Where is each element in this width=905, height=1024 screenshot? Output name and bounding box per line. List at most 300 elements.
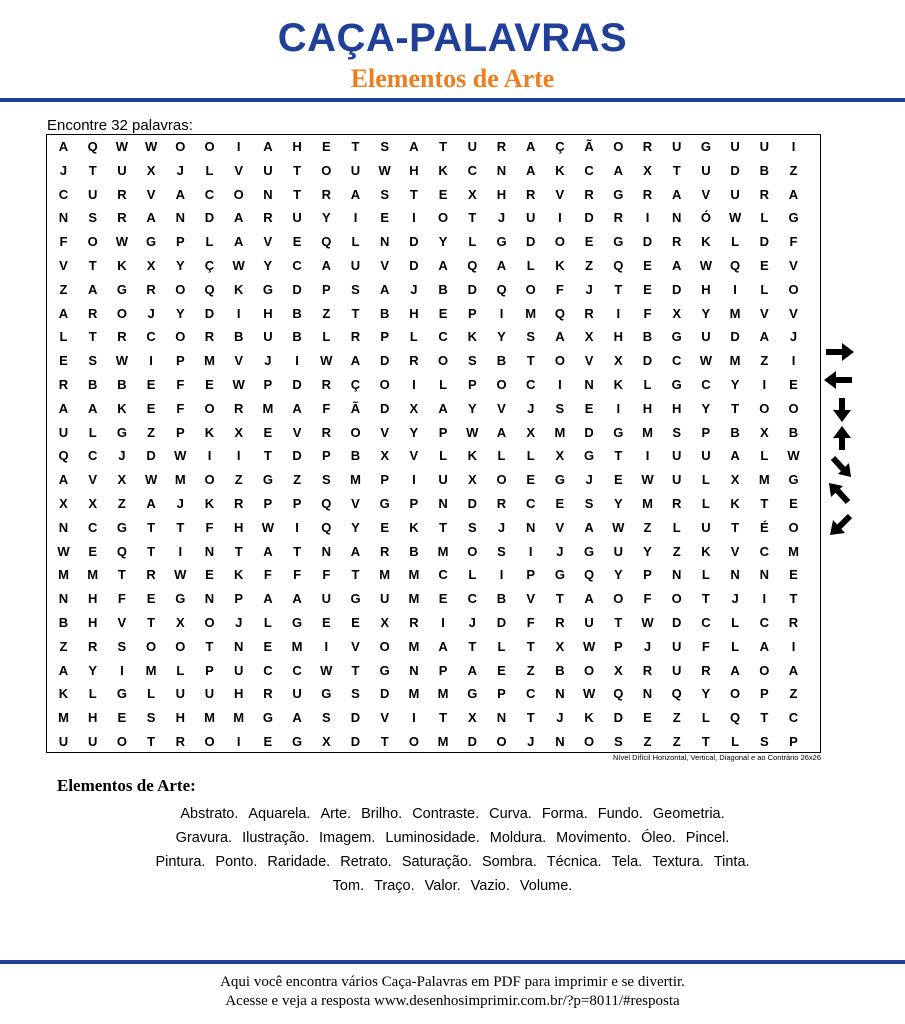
grid-letter[interactable]: D [146, 448, 156, 464]
grid-letter[interactable]: T [351, 662, 360, 678]
grid-letter[interactable]: Z [585, 258, 594, 273]
grid-letter[interactable]: Q [613, 258, 624, 273]
grid-letter[interactable]: E [584, 234, 594, 250]
grid-letter[interactable]: M [437, 543, 449, 559]
grid-letter[interactable]: U [292, 686, 302, 702]
grid-letter[interactable]: T [614, 615, 623, 630]
grid-letter[interactable]: E [789, 567, 798, 583]
grid-letter[interactable]: J [118, 448, 126, 464]
grid-letter[interactable]: X [730, 472, 740, 488]
grid-letter[interactable]: U [671, 472, 682, 488]
grid-letter[interactable]: P [263, 496, 273, 511]
grid-letter[interactable]: E [292, 234, 302, 250]
grid-letter[interactable]: S [380, 139, 390, 154]
grid-letter[interactable]: K [467, 329, 477, 345]
grid-letter[interactable]: W [115, 139, 129, 154]
grid-letter[interactable]: A [584, 519, 594, 535]
grid-letter[interactable]: Z [322, 305, 331, 321]
grid-letter[interactable]: B [730, 424, 740, 440]
grid-letter[interactable]: V [117, 615, 127, 630]
grid-letter[interactable]: N [233, 638, 244, 654]
grid-letter[interactable]: G [116, 686, 127, 702]
grid-letter[interactable]: Y [175, 258, 185, 273]
grid-letter[interactable]: V [526, 591, 536, 607]
grid-letter[interactable]: W [232, 258, 245, 273]
grid-letter[interactable]: I [412, 710, 416, 726]
grid-letter[interactable]: X [321, 734, 331, 749]
grid-letter[interactable]: R [58, 377, 69, 392]
grid-letter[interactable]: U [87, 734, 98, 749]
grid-letter[interactable]: W [174, 448, 187, 464]
grid-letter[interactable]: R [642, 662, 653, 678]
grid-letter[interactable]: E [438, 305, 448, 321]
grid-letter[interactable]: X [672, 305, 682, 321]
grid-letter[interactable]: Z [234, 472, 243, 488]
grid-letter[interactable]: M [350, 472, 361, 488]
grid-letter[interactable]: Z [117, 496, 126, 511]
grid-letter[interactable]: U [730, 186, 740, 202]
grid-letter[interactable]: I [499, 567, 504, 583]
grid-letter[interactable]: C [87, 448, 98, 464]
grid-letter[interactable]: I [558, 210, 562, 226]
grid-letter[interactable]: Z [643, 734, 652, 749]
grid-letter[interactable]: J [585, 472, 593, 488]
grid-letter[interactable]: D [467, 496, 477, 511]
grid-letter[interactable]: J [497, 519, 506, 535]
grid-letter[interactable]: K [701, 234, 711, 250]
grid-letter[interactable]: K [438, 162, 448, 178]
grid-letter[interactable]: W [144, 139, 158, 154]
grid-letter[interactable]: F [643, 305, 652, 321]
grid-letter[interactable]: Y [701, 400, 711, 416]
grid-letter[interactable]: Y [467, 400, 477, 416]
grid-letter[interactable]: C [263, 662, 273, 678]
grid-letter[interactable]: R [233, 400, 244, 416]
grid-letter[interactable]: L [526, 448, 535, 464]
grid-letter[interactable]: U [671, 638, 682, 654]
grid-letter[interactable]: L [439, 377, 448, 392]
grid-letter[interactable]: B [409, 543, 419, 559]
grid-letter[interactable]: P [292, 496, 302, 511]
grid-letter[interactable]: T [293, 162, 302, 178]
grid-letter[interactable]: E [584, 400, 594, 416]
grid-letter[interactable]: Y [613, 496, 623, 511]
grid-letter[interactable]: U [233, 662, 244, 678]
grid-letter[interactable]: T [468, 210, 477, 226]
grid-letter[interactable]: I [295, 519, 299, 535]
grid-letter[interactable]: U [58, 424, 69, 440]
grid-letter[interactable]: C [467, 162, 477, 178]
grid-letter[interactable]: U [263, 329, 273, 345]
grid-letter[interactable]: E [59, 353, 68, 369]
grid-letter[interactable]: H [87, 615, 98, 630]
grid-letter[interactable]: V [263, 234, 273, 250]
grid-letter[interactable]: A [58, 400, 69, 416]
grid-letter[interactable]: X [380, 448, 390, 464]
grid-letter[interactable]: G [700, 139, 711, 154]
grid-letter[interactable]: A [730, 448, 740, 464]
grid-letter[interactable]: Q [87, 139, 98, 154]
grid-letter[interactable]: C [671, 353, 682, 369]
grid-letter[interactable]: V [497, 400, 506, 416]
grid-letter[interactable]: Q [116, 543, 127, 559]
grid-letter[interactable]: R [263, 686, 273, 702]
grid-letter[interactable]: V [351, 496, 360, 511]
grid-letter[interactable]: O [438, 210, 449, 226]
grid-letter[interactable]: A [438, 638, 448, 654]
grid-letter[interactable]: V [409, 448, 419, 464]
grid-letter[interactable]: R [584, 186, 594, 202]
grid-letter[interactable]: N [584, 377, 594, 392]
grid-letter[interactable]: I [149, 353, 153, 369]
grid-letter[interactable]: R [146, 567, 156, 583]
grid-letter[interactable]: U [379, 591, 390, 607]
grid-letter[interactable]: L [497, 448, 506, 464]
grid-letter[interactable]: V [380, 424, 390, 440]
grid-letter[interactable]: N [379, 234, 390, 250]
grid-letter[interactable]: S [88, 353, 98, 369]
grid-letter[interactable]: L [147, 686, 156, 702]
grid-letter[interactable]: A [87, 281, 98, 297]
grid-letter[interactable]: M [642, 424, 653, 440]
grid-letter[interactable]: O [467, 543, 478, 559]
grid-letter[interactable]: N [58, 591, 69, 607]
grid-letter[interactable]: E [263, 734, 273, 749]
grid-letter[interactable]: B [117, 377, 127, 392]
grid-letter[interactable]: G [262, 281, 273, 297]
grid-letter[interactable]: P [409, 496, 419, 511]
grid-letter[interactable]: O [496, 472, 507, 488]
grid-letter[interactable]: É [759, 519, 769, 535]
grid-letter[interactable]: G [788, 210, 799, 226]
grid-letter[interactable]: O [788, 281, 799, 297]
grid-letter[interactable]: T [293, 186, 302, 202]
grid-letter[interactable]: I [178, 543, 183, 559]
grid-letter[interactable]: Y [263, 258, 273, 273]
grid-letter[interactable]: B [438, 281, 448, 297]
grid-letter[interactable]: I [733, 281, 737, 297]
grid-letter[interactable]: M [408, 638, 420, 654]
grid-letter[interactable]: G [262, 472, 273, 488]
grid-letter[interactable]: A [759, 638, 769, 654]
grid-letter[interactable]: A [555, 329, 565, 345]
grid-letter[interactable]: G [554, 472, 565, 488]
grid-letter[interactable]: M [642, 496, 653, 511]
grid-letter[interactable]: G [379, 496, 390, 511]
grid-letter[interactable]: F [643, 591, 652, 607]
grid-letter[interactable]: D [496, 615, 507, 630]
grid-letter[interactable]: U [350, 162, 361, 178]
grid-letter[interactable]: Y [321, 210, 331, 226]
grid-letter[interactable]: S [321, 472, 331, 488]
grid-letter[interactable]: G [613, 186, 624, 202]
grid-letter[interactable]: O [379, 638, 390, 654]
grid-letter[interactable]: B [788, 424, 799, 440]
grid-letter[interactable]: W [174, 567, 187, 583]
grid-letter[interactable]: E [380, 519, 390, 535]
grid-letter[interactable]: D [584, 210, 594, 226]
grid-letter[interactable]: Q [321, 519, 332, 535]
grid-letter[interactable]: Q [321, 496, 332, 511]
grid-letter[interactable]: F [59, 234, 68, 250]
grid-letter[interactable]: P [438, 424, 448, 440]
grid-letter[interactable]: L [263, 615, 272, 630]
grid-letter[interactable]: N [438, 496, 448, 511]
grid-letter[interactable]: T [409, 186, 418, 202]
grid-letter[interactable]: X [555, 448, 565, 464]
grid-letter[interactable]: U [87, 186, 98, 202]
grid-letter[interactable]: T [614, 448, 623, 464]
grid-letter[interactable]: G [613, 234, 624, 250]
grid-letter[interactable]: B [496, 591, 507, 607]
grid-letter[interactable]: L [701, 472, 710, 488]
grid-letter[interactable]: T [147, 615, 156, 630]
grid-letter[interactable]: I [324, 638, 329, 654]
grid-letter[interactable]: J [147, 305, 155, 321]
grid-letter[interactable]: N [642, 686, 653, 702]
grid-letter[interactable]: D [467, 734, 477, 749]
grid-letter[interactable]: T [176, 519, 185, 535]
grid-letter[interactable]: F [526, 615, 535, 630]
grid-letter[interactable]: V [759, 305, 769, 321]
grid-letter[interactable]: D [409, 258, 419, 273]
grid-letter[interactable]: P [643, 567, 652, 583]
grid-letter[interactable]: R [321, 424, 331, 440]
grid-letter[interactable]: E [321, 615, 331, 630]
grid-letter[interactable]: L [88, 686, 97, 702]
grid-letter[interactable]: O [554, 353, 565, 369]
grid-letter[interactable]: H [671, 400, 682, 416]
grid-letter[interactable]: E [146, 400, 156, 416]
grid-letter[interactable]: Q [204, 281, 215, 297]
grid-letter[interactable]: U [58, 734, 69, 749]
grid-letter[interactable]: G [146, 234, 157, 250]
grid-letter[interactable]: D [204, 210, 215, 226]
grid-letter[interactable]: R [117, 210, 127, 226]
grid-letter[interactable]: B [759, 162, 769, 178]
grid-letter[interactable]: O [496, 377, 507, 392]
grid-letter[interactable]: X [467, 186, 477, 202]
grid-letter[interactable]: P [380, 472, 390, 488]
grid-letter[interactable]: V [146, 186, 156, 202]
grid-letter[interactable]: B [555, 662, 565, 678]
grid-letter[interactable]: O [788, 519, 799, 535]
grid-letter[interactable]: A [263, 543, 273, 559]
grid-letter[interactable]: A [292, 400, 302, 416]
grid-letter[interactable]: N [555, 686, 565, 702]
grid-letter[interactable]: Z [526, 662, 535, 678]
grid-letter[interactable]: E [643, 281, 652, 297]
grid-letter[interactable]: R [263, 210, 273, 226]
grid-letter[interactable]: W [699, 258, 713, 273]
grid-letter[interactable]: R [87, 305, 98, 321]
grid-letter[interactable]: C [525, 496, 536, 511]
grid-letter[interactable]: E [555, 496, 565, 511]
grid-letter[interactable]: D [379, 353, 390, 369]
grid-letter[interactable]: P [234, 591, 244, 607]
grid-letter[interactable]: H [175, 710, 185, 726]
grid-letter[interactable]: S [351, 686, 360, 702]
grid-letter[interactable]: O [554, 234, 565, 250]
grid-letter[interactable]: I [645, 448, 650, 464]
grid-letter[interactable]: T [760, 710, 769, 726]
grid-letter[interactable]: X [117, 472, 127, 488]
grid-letter[interactable]: M [437, 734, 449, 749]
grid-letter[interactable]: W [115, 353, 129, 369]
grid-letter[interactable]: Z [643, 519, 652, 535]
grid-letter[interactable]: O [613, 591, 624, 607]
grid-letter[interactable]: O [730, 686, 741, 702]
grid-letter[interactable]: J [556, 543, 564, 559]
grid-letter[interactable]: E [351, 615, 360, 630]
grid-letter[interactable]: Q [321, 234, 332, 250]
grid-letter[interactable]: F [789, 234, 798, 250]
grid-letter[interactable]: Y [701, 686, 711, 702]
grid-letter[interactable]: R [671, 234, 682, 250]
grid-letter[interactable]: A [350, 353, 361, 369]
grid-letter[interactable]: N [671, 567, 682, 583]
grid-letter[interactable]: M [758, 472, 770, 488]
grid-letter[interactable]: K [58, 686, 69, 702]
grid-letter[interactable]: S [759, 734, 769, 749]
grid-letter[interactable]: T [672, 162, 681, 178]
grid-letter[interactable]: G [467, 686, 478, 702]
grid-letter[interactable]: H [292, 139, 302, 154]
grid-letter[interactable]: W [144, 472, 158, 488]
grid-letter[interactable]: D [292, 377, 302, 392]
grid-letter[interactable]: U [321, 591, 331, 607]
grid-letter[interactable]: A [350, 186, 361, 202]
grid-letter[interactable]: Q [730, 258, 741, 273]
grid-letter[interactable]: R [117, 186, 127, 202]
grid-letter[interactable]: R [87, 638, 98, 654]
grid-letter[interactable]: P [613, 638, 623, 654]
grid-letter[interactable]: E [205, 567, 214, 583]
grid-letter[interactable]: X [467, 710, 477, 726]
grid-letter[interactable]: N [759, 567, 769, 583]
grid-letter[interactable]: F [176, 400, 185, 416]
grid-letter[interactable]: J [556, 710, 564, 726]
grid-letter[interactable]: T [789, 591, 798, 607]
grid-letter[interactable]: A [409, 139, 419, 154]
grid-letter[interactable]: O [204, 734, 215, 749]
grid-letter[interactable]: V [59, 258, 68, 273]
grid-letter[interactable]: P [438, 662, 448, 678]
grid-letter[interactable]: G [116, 424, 127, 440]
grid-letter[interactable]: M [408, 686, 420, 702]
grid-letter[interactable]: Q [671, 686, 682, 702]
grid-letter[interactable]: V [234, 353, 244, 369]
grid-letter[interactable]: R [496, 139, 507, 154]
grid-letter[interactable]: H [233, 519, 244, 535]
grid-letter[interactable]: X [88, 496, 98, 511]
grid-letter[interactable]: J [585, 281, 593, 297]
grid-letter[interactable]: P [526, 567, 536, 583]
grid-letter[interactable]: R [117, 329, 127, 345]
grid-letter[interactable]: H [409, 162, 419, 178]
grid-letter[interactable]: H [496, 186, 507, 202]
grid-letter[interactable]: W [699, 353, 713, 369]
grid-letter[interactable]: G [671, 329, 682, 345]
grid-letter[interactable]: D [671, 281, 682, 297]
grid-letter[interactable]: W [641, 615, 654, 630]
grid-letter[interactable]: F [322, 400, 331, 416]
grid-letter[interactable]: X [613, 353, 623, 369]
grid-letter[interactable]: W [261, 519, 275, 535]
grid-letter[interactable]: N [496, 162, 507, 178]
grid-letter[interactable]: U [730, 139, 740, 154]
grid-letter[interactable]: M [554, 424, 566, 440]
grid-letter[interactable]: D [204, 305, 215, 321]
grid-letter[interactable]: E [438, 591, 448, 607]
grid-letter[interactable]: L [468, 234, 477, 250]
grid-letter[interactable]: A [788, 662, 799, 678]
grid-letter[interactable]: V [584, 353, 594, 369]
grid-letter[interactable]: Z [672, 710, 681, 726]
grid-letter[interactable]: A [321, 258, 331, 273]
grid-letter[interactable]: N [409, 662, 419, 678]
grid-letter[interactable]: Q [467, 258, 478, 273]
grid-letter[interactable]: K [409, 519, 419, 535]
grid-letter[interactable]: S [613, 734, 623, 749]
grid-letter[interactable]: T [614, 281, 623, 297]
grid-letter[interactable]: Y [351, 519, 360, 535]
grid-letter[interactable]: K [204, 496, 215, 511]
grid-letter[interactable]: Z [293, 472, 302, 488]
grid-letter[interactable]: G [554, 567, 565, 583]
grid-letter[interactable]: K [117, 258, 127, 273]
grid-letter[interactable]: J [59, 162, 68, 178]
grid-letter[interactable]: T [526, 638, 535, 654]
grid-letter[interactable]: W [728, 210, 742, 226]
grid-letter[interactable]: U [613, 543, 623, 559]
grid-letter[interactable]: S [497, 543, 506, 559]
grid-letter[interactable]: G [262, 710, 273, 726]
grid-letter[interactable]: X [146, 258, 156, 273]
grid-letter[interactable]: G [116, 281, 127, 297]
grid-letter[interactable]: A [58, 472, 69, 488]
grid-letter[interactable]: O [175, 281, 186, 297]
grid-letter[interactable]: T [439, 710, 448, 726]
grid-letter[interactable]: T [88, 329, 97, 345]
grid-letter[interactable]: N [204, 543, 215, 559]
grid-letter[interactable]: G [292, 615, 303, 630]
grid-letter[interactable]: Y [88, 662, 98, 678]
grid-letter[interactable]: M [145, 662, 157, 678]
grid-letter[interactable]: W [787, 448, 800, 464]
grid-letter[interactable]: E [643, 258, 652, 273]
grid-letter[interactable]: F [322, 567, 331, 583]
grid-letter[interactable]: P [321, 448, 331, 464]
grid-letter[interactable]: A [525, 139, 536, 154]
grid-letter[interactable]: K [467, 448, 477, 464]
grid-letter[interactable]: Z [672, 734, 681, 749]
grid-letter[interactable]: E [205, 377, 214, 392]
grid-letter[interactable]: G [292, 734, 303, 749]
grid-letter[interactable]: C [204, 186, 215, 202]
grid-letter[interactable]: G [379, 662, 390, 678]
grid-letter[interactable]: H [233, 686, 244, 702]
grid-letter[interactable]: A [292, 591, 302, 607]
grid-letter[interactable]: G [613, 424, 624, 440]
grid-letter[interactable]: D [379, 400, 390, 416]
grid-letter[interactable]: T [526, 710, 535, 726]
grid-letter[interactable]: L [701, 710, 710, 726]
grid-letter[interactable]: L [205, 162, 214, 178]
grid-letter[interactable]: C [701, 377, 711, 392]
grid-letter[interactable]: Y [409, 424, 419, 440]
grid-letter[interactable]: J [643, 638, 652, 654]
